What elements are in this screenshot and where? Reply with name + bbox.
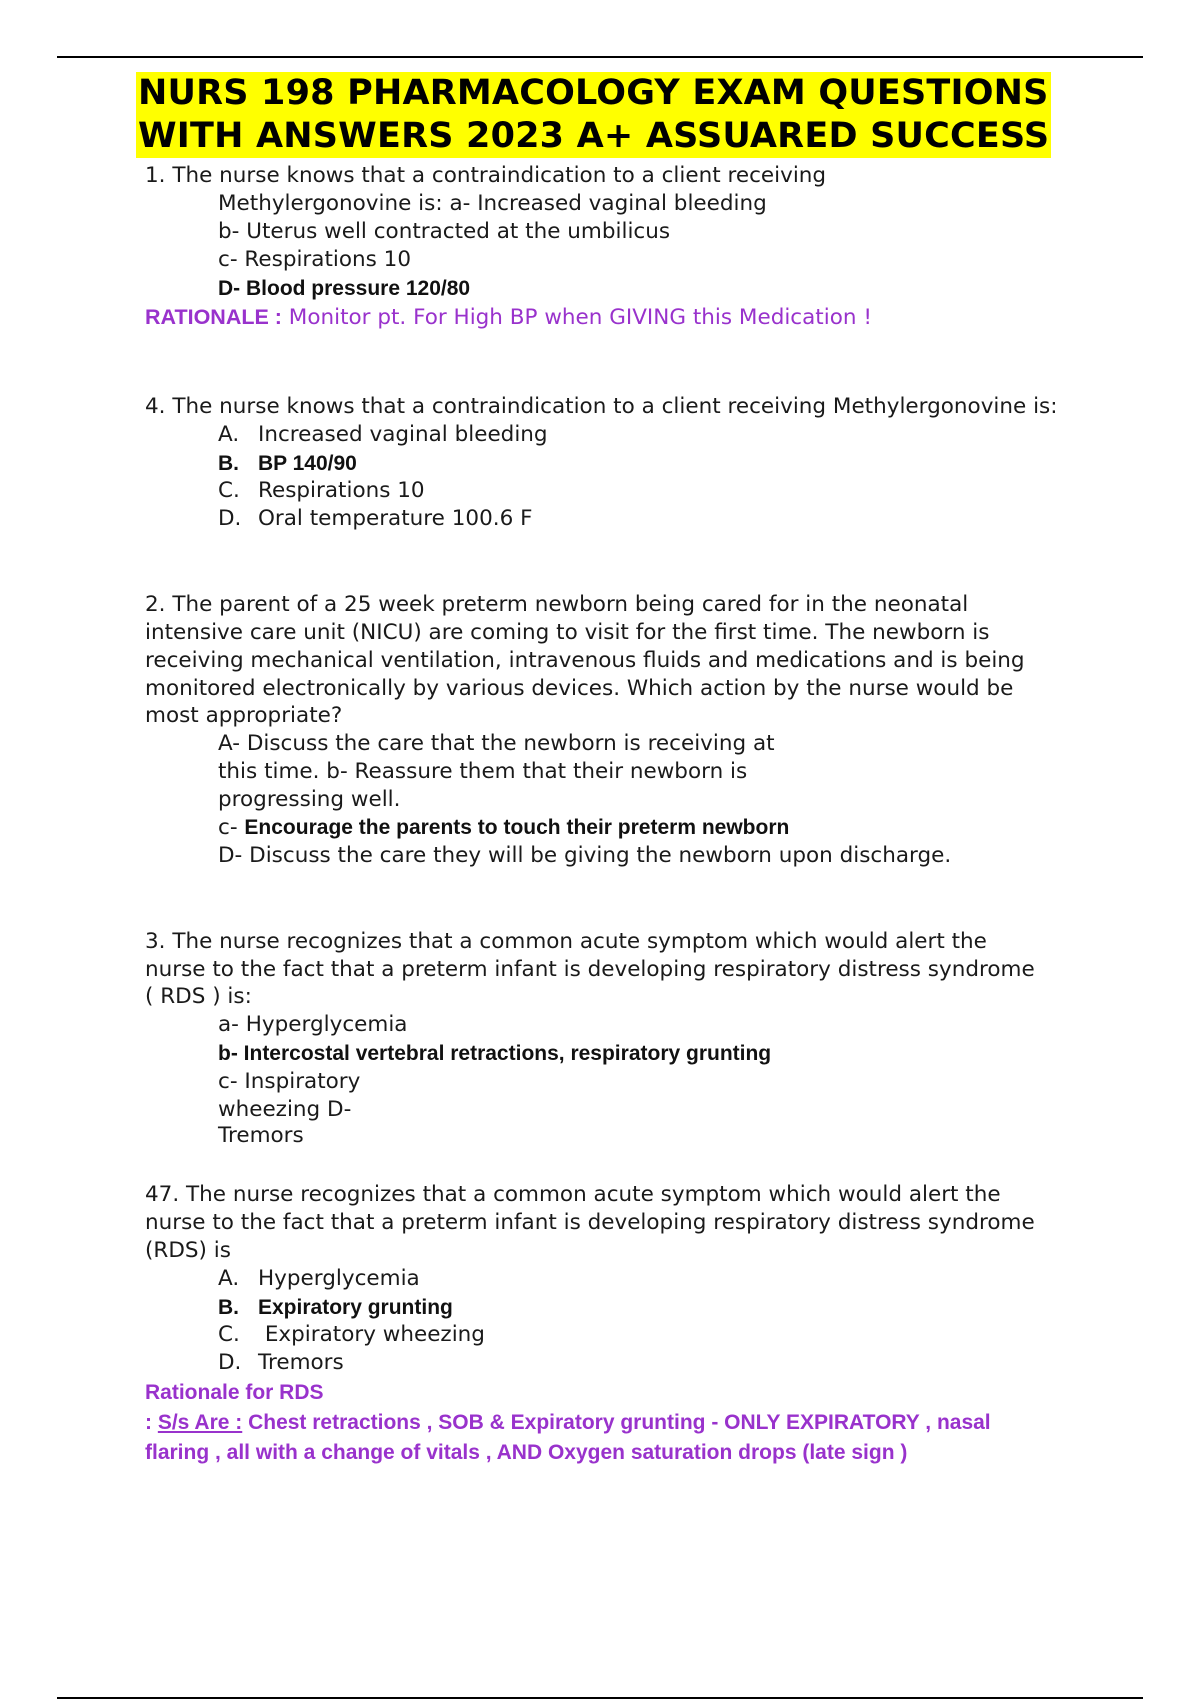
option-text: BP 140/90 — [258, 452, 357, 475]
question-47-option-c — [218, 1321, 485, 1349]
page-title — [136, 72, 1051, 158]
question-2-option-line: progressing well. — [218, 787, 401, 812]
question-4-option-c — [218, 477, 425, 505]
top-rule — [57, 56, 1143, 58]
rds-rationale-title: Rationale for RDS — [145, 1381, 324, 1404]
question-2-option-line: this time. b- Reassure them that their newborn is — [218, 759, 748, 784]
question-2-stem-line: 2. The parent of a 25 week preterm newborn being cared for in the neonatal — [145, 592, 969, 617]
option-letter: A. — [218, 422, 240, 447]
question-3-stem-line: ( RDS ) is: — [145, 984, 252, 1009]
rationale-label: RATIONALE : — [145, 305, 282, 329]
option-letter: D. — [218, 506, 242, 531]
option-prefix: c- — [218, 815, 245, 840]
question-2-answer-c — [218, 814, 789, 842]
option-text: Expiratory wheezing — [258, 1322, 485, 1347]
question-4-stem: 4. The nurse knows that a contraindication to a client receiving Methylergonovine is: — [145, 394, 1058, 419]
option-text: Oral temperature 100.6 F — [258, 506, 533, 531]
question-2-stem-line: most appropriate? — [145, 703, 343, 728]
option-letter: D. — [218, 1350, 242, 1375]
question-1-answer-d: D- Blood pressure 120/80 — [218, 277, 471, 300]
option-letter: B. — [218, 1296, 239, 1319]
question-2-stem-line: receiving mechanical ventilation, intravenous fluids and medications and is being — [145, 648, 1025, 673]
question-47-option-d — [218, 1349, 344, 1377]
rationale-text: Monitor pt. For High BP when GIVING this Medication ! — [281, 305, 872, 330]
option-letter: A. — [218, 1266, 240, 1291]
question-47-stem-line: (RDS) is — [145, 1238, 231, 1263]
question-3-stem-line: nurse to the fact that a preterm infant is developing respiratory distress syndrome — [145, 957, 1035, 982]
rds-rationale-line-1 — [145, 1409, 991, 1437]
rationale-rest: Chest retractions , SOB & Expiratory grunting - ONLY EXPIRATORY , nasal — [242, 1411, 991, 1434]
question-2-stem-line: intensive care unit (NICU) are coming to visit for the first time. The newborn is — [145, 620, 990, 645]
option-letter: C. — [218, 478, 240, 503]
question-3-option-a: a- Hyperglycemia — [218, 1012, 408, 1037]
question-47-answer-b — [218, 1294, 453, 1322]
question-47-stem-line: nurse to the fact that a preterm infant is developing respiratory distress syndrome — [145, 1210, 1035, 1235]
question-2-stem-line: monitored electronically by various devices. Which action by the nurse would be — [145, 676, 1014, 701]
option-text: Expiratory grunting — [258, 1296, 453, 1319]
question-1-option-c: c- Respirations 10 — [218, 247, 412, 272]
rds-rationale-line-2: flaring , all with a change of vitals , AND Oxygen saturation drops (late sign ) — [145, 1441, 908, 1464]
answer-text: Encourage the parents to touch their preterm newborn — [244, 816, 790, 839]
question-3-option-d: Tremors — [218, 1123, 304, 1148]
option-letter: B. — [218, 452, 239, 475]
question-3-answer-b: b- Intercostal vertebral retractions, respiratory grunting — [218, 1042, 772, 1065]
question-2-option-line: A- Discuss the care that the newborn is receiving at — [218, 731, 775, 756]
question-4-option-d — [218, 505, 532, 533]
question-4-answer-b — [218, 450, 357, 478]
option-text: Respirations 10 — [258, 478, 425, 503]
question-4-option-a — [218, 421, 548, 449]
question-47-stem-line: 47. The nurse recognizes that a common acute symptom which would alert the — [145, 1182, 1001, 1207]
option-letter: C. — [218, 1322, 240, 1347]
question-1-rationale — [145, 303, 872, 332]
question-3-stem-line: 3. The nurse recognizes that a common acute symptom which would alert the — [145, 929, 987, 954]
option-text: Tremors — [258, 1350, 344, 1375]
rationale-colon: : — [145, 1411, 158, 1434]
bottom-rule — [57, 1697, 1143, 1699]
option-text: Increased vaginal bleeding — [258, 422, 548, 447]
title-line-2: WITH ANSWERS 2023 A+ ASSUARED SUCCESS — [138, 116, 1050, 156]
question-2-option-d: D- Discuss the care they will be giving the newborn upon discharge. — [218, 843, 952, 868]
option-text: Hyperglycemia — [258, 1266, 420, 1291]
question-1-option-b: b- Uterus well contracted at the umbilicus — [218, 219, 671, 244]
question-1-stem-line-2: Methylergonovine is: a- Increased vaginal bleeding — [218, 191, 767, 216]
question-3-option-c-cont: wheezing D- — [218, 1097, 352, 1122]
rationale-underlined: S/s Are : — [157, 1411, 243, 1434]
title-line-1: NURS 198 PHARMACOLOGY EXAM QUESTIONS — [138, 73, 1049, 113]
question-1-stem-line-1: 1. The nurse knows that a contraindication to a client receiving — [145, 163, 827, 188]
question-47-option-a — [218, 1265, 420, 1293]
question-3-option-c: c- Inspiratory — [218, 1069, 361, 1094]
